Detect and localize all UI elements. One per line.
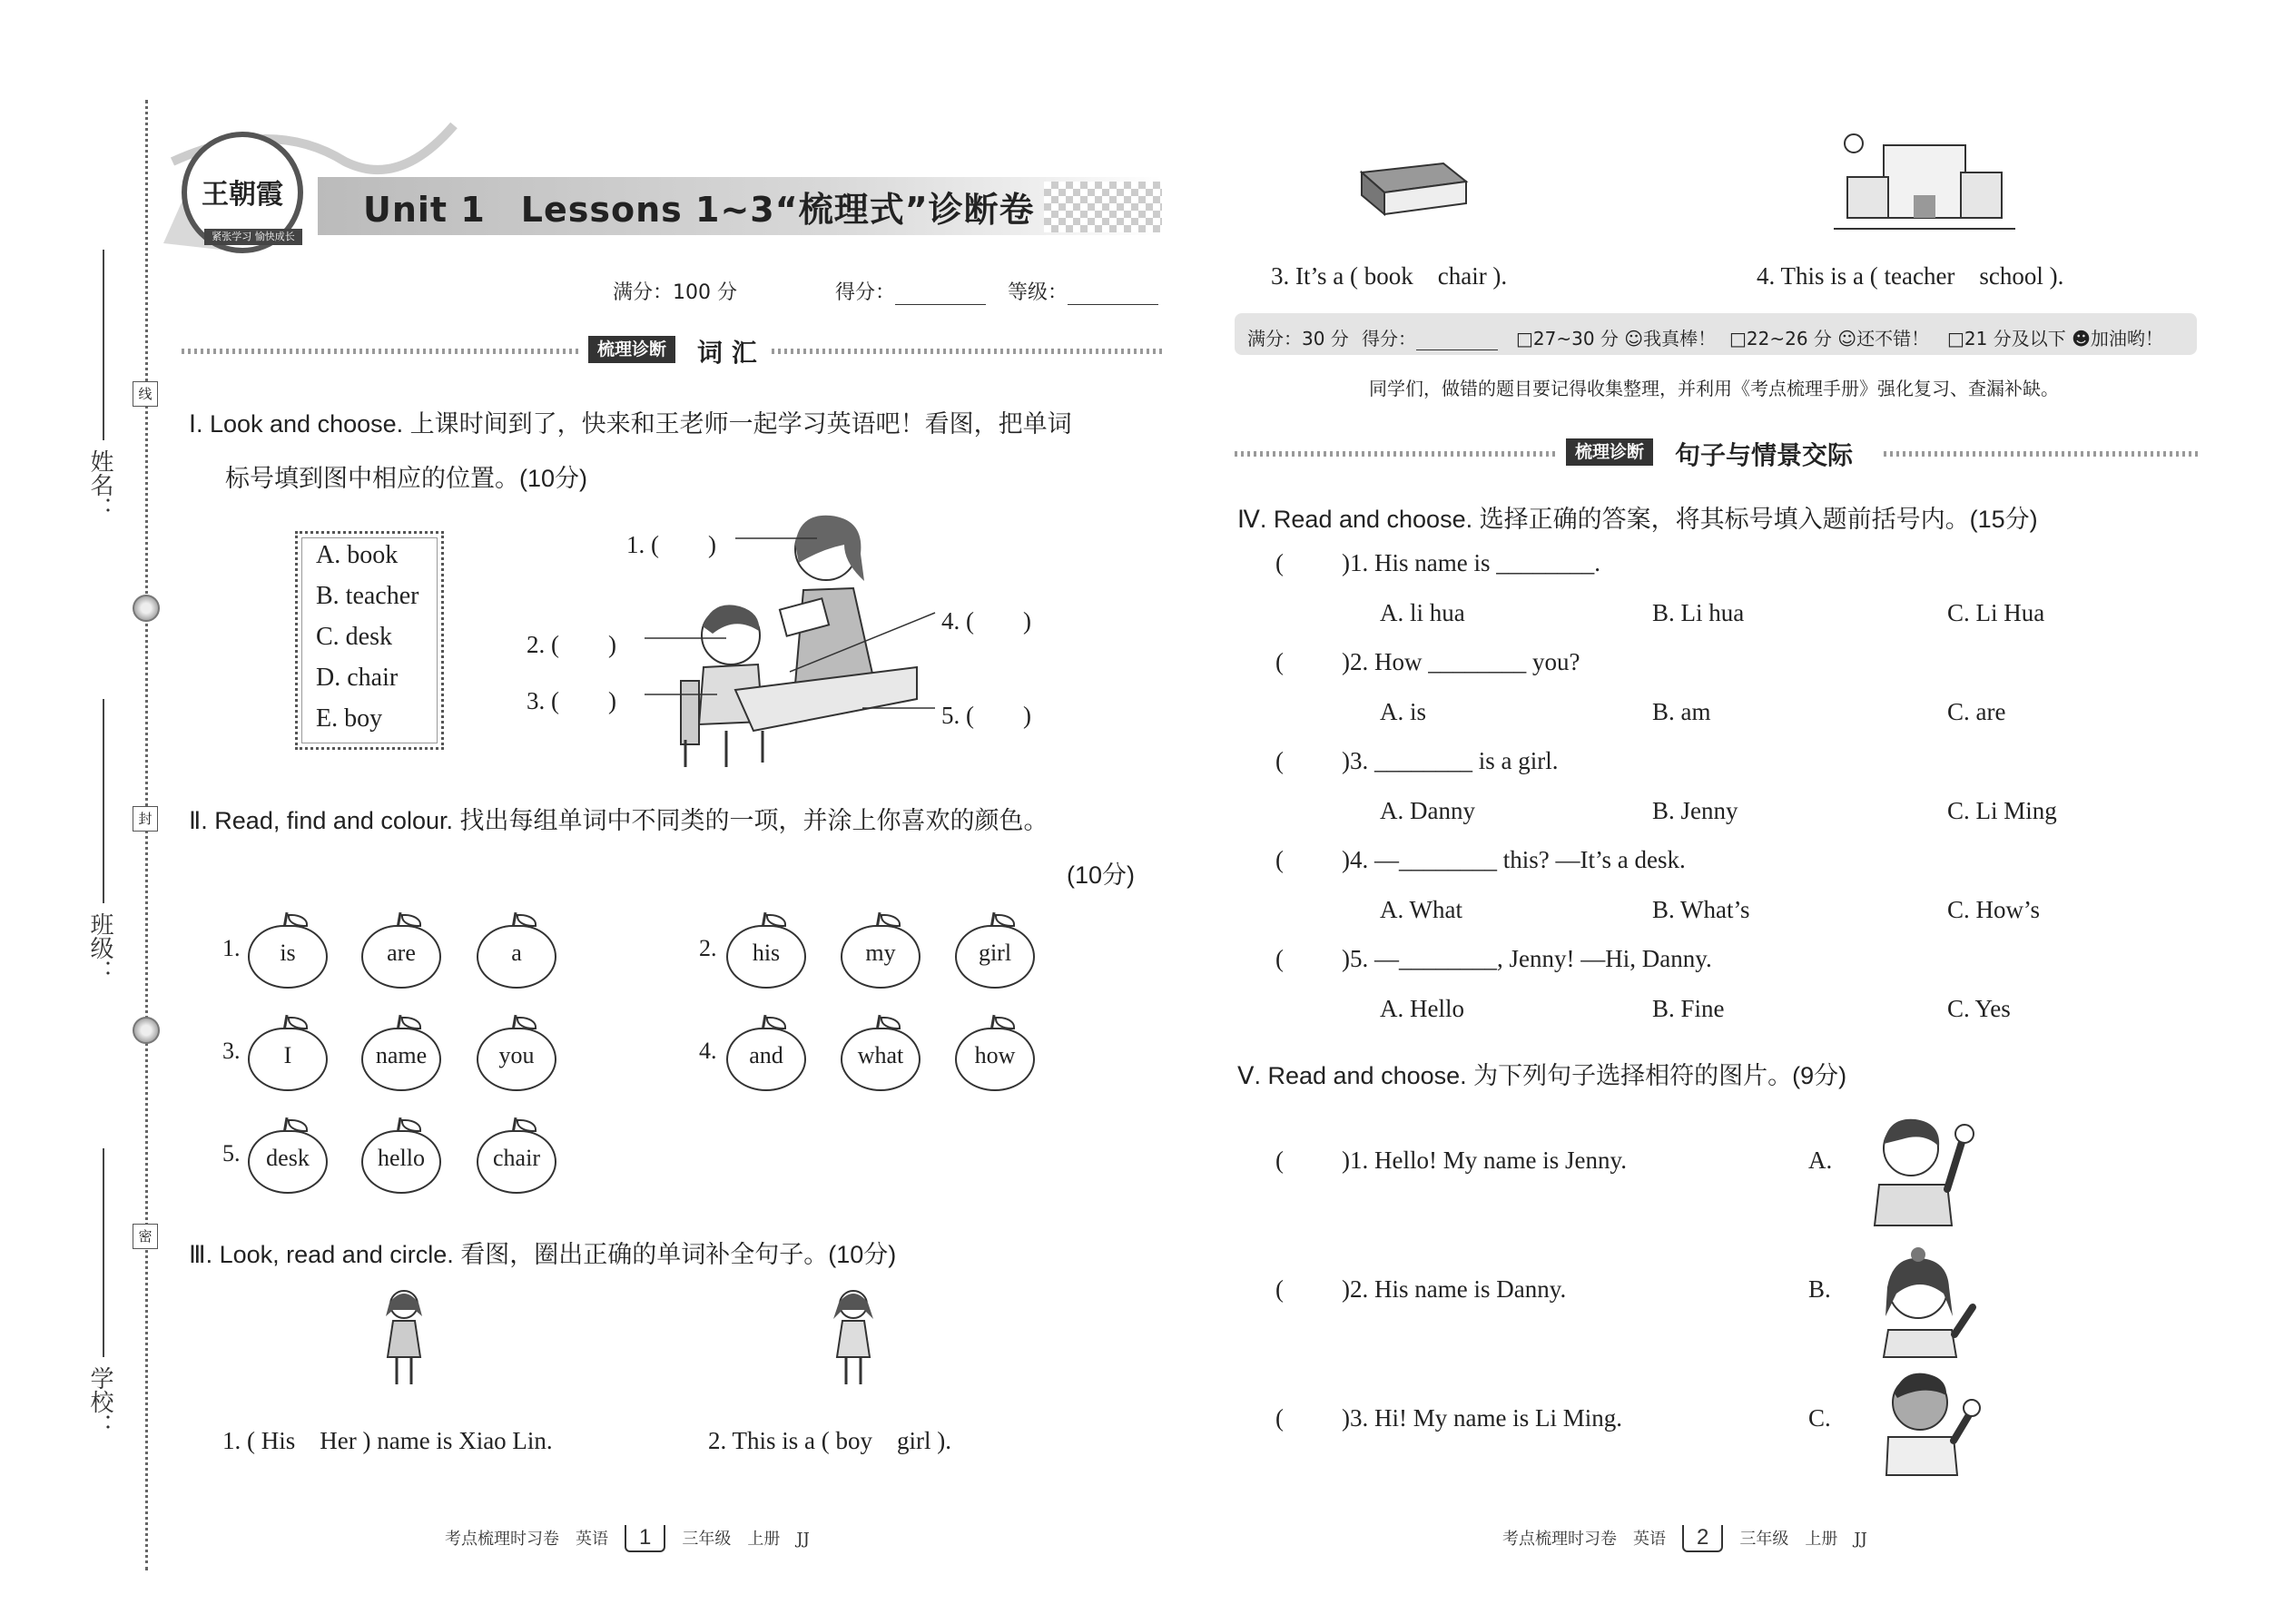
full-score: 满分：100 分 xyxy=(613,281,737,304)
apple-word[interactable] xyxy=(477,912,555,987)
section-tag: 梳理诊断 xyxy=(1566,438,1653,466)
logo-text: 王朝霞 xyxy=(202,179,283,211)
scorebar-range-3[interactable]: □21 分及以下 ☻加油哟！ xyxy=(1947,328,2163,349)
word-option: A. book xyxy=(316,541,399,569)
binding-dotted-line xyxy=(145,100,148,1570)
q5-instruction: Ⅴ. Read and choose. 为下列句子选择相符的图片。(9分) xyxy=(1237,1062,1847,1089)
q4-instruction: Ⅳ. Read and choose. 选择正确的答案，将其标号填入题前括号内。(15分) xyxy=(1237,506,2038,533)
group-number: 3. xyxy=(222,1038,241,1064)
section-header-sentence xyxy=(1235,438,2201,470)
class-field-line[interactable] xyxy=(103,699,104,903)
name-label: 姓名： xyxy=(86,449,113,520)
blank-5[interactable]: 5. ( ) xyxy=(941,702,1031,729)
section-tag: 梳理诊断 xyxy=(588,336,675,363)
apple-word-label: you xyxy=(498,1042,535,1068)
apple-word-label: and xyxy=(749,1042,783,1068)
q3-item-1[interactable]: 1. ( His Her ) name is Xiao Lin. xyxy=(222,1427,553,1454)
class-label: 班级： xyxy=(86,912,113,983)
answer-paren[interactable]: ( xyxy=(1275,1147,1284,1174)
blank-3[interactable]: 3. ( ) xyxy=(527,687,616,714)
q4-option: A. is xyxy=(1380,698,1427,725)
group-number: 5. xyxy=(222,1140,241,1166)
q4-stem-1: )1. His name is ________. xyxy=(1342,549,1600,576)
cheer-icon: ☻ xyxy=(2072,328,2091,349)
apple-word[interactable] xyxy=(841,912,919,987)
apple-word[interactable] xyxy=(248,912,326,987)
section-title: 句子与情景交际 xyxy=(1675,440,1854,470)
q4-option: B. am xyxy=(1652,698,1711,725)
q4-option: B. Jenny xyxy=(1652,797,1738,824)
book-icon xyxy=(1353,154,1471,218)
scorebar-note: 同学们，做错的题目要记得收集整理，并利用《考点梳理手册》强化复习、查漏补缺。 xyxy=(1369,378,2059,399)
q5-stem-3: )3. Hi! My name is Li Ming. xyxy=(1342,1404,1622,1432)
q4-stem-3: )3. ________ is a girl. xyxy=(1342,747,1559,774)
q2-points: (10分) xyxy=(1067,861,1136,889)
apple-word-label: girl xyxy=(978,940,1012,966)
answer-paren[interactable]: ( xyxy=(1275,846,1284,873)
footer-left xyxy=(445,1525,810,1552)
group-number: 2. xyxy=(699,935,717,961)
logo-tag: 紧张学习 愉快成长 xyxy=(204,229,302,245)
word-option: B. teacher xyxy=(316,582,419,610)
q1-instruction: Ⅰ. Look and choose. 上课时间到了，快来和王老师一起学习英语吧！看图，把单词 xyxy=(189,410,1072,438)
q5-letter-b: B. xyxy=(1808,1275,1831,1303)
answer-paren[interactable]: ( xyxy=(1275,747,1284,774)
school-field-line[interactable] xyxy=(103,1148,104,1357)
q4-stem-4: )4. —________ this? —It’s a desk. xyxy=(1342,846,1686,873)
q1-instruction-2: 标号填到图中相应的位置。(10分) xyxy=(225,465,588,492)
q5-letter-a: A. xyxy=(1808,1147,1833,1174)
answer-paren[interactable]: ( xyxy=(1275,549,1284,576)
apple-word[interactable] xyxy=(726,1015,804,1089)
apple-word[interactable] xyxy=(726,912,804,987)
page-title: Unit 1 Lessons 1~3“梳理式”诊断卷 xyxy=(363,190,1035,230)
apple-word-label: are xyxy=(387,940,416,966)
q4-option: A. Danny xyxy=(1380,797,1475,824)
apple-word[interactable] xyxy=(248,1015,326,1089)
score-label: 得分： xyxy=(835,281,896,304)
school-label: 学校： xyxy=(86,1366,113,1437)
smile-icon: ☺ xyxy=(1837,328,1857,349)
grade-label: 等级： xyxy=(1008,281,1068,304)
q3-instruction: Ⅲ. Look, read and circle. 看图，圈出正确的单词补全句子。(10分) xyxy=(189,1241,897,1268)
scorebar-range-1[interactable]: □27~30 分 ☺我真棒！ xyxy=(1516,328,1717,349)
apple-word-label: name xyxy=(375,1042,428,1068)
footer-book: 考点梳理时习卷 英语 xyxy=(1502,1530,1666,1549)
apple-word[interactable] xyxy=(361,1117,439,1192)
smile-icon: ☺ xyxy=(1624,328,1644,349)
apple-word-label: a xyxy=(511,940,522,966)
score-field[interactable] xyxy=(835,277,986,305)
scorebar-score-field[interactable] xyxy=(1362,324,1498,350)
binding-hole-icon xyxy=(133,595,160,622)
q4-option: C. are xyxy=(1947,698,2006,725)
blank-2[interactable]: 2. ( ) xyxy=(527,631,616,658)
q4-option: B. Li hua xyxy=(1652,599,1745,626)
q3-item-4[interactable]: 4. This is a ( teacher school ). xyxy=(1757,262,2064,290)
seal-mark-xian: 线 xyxy=(133,381,158,407)
q4-option: A. Hello xyxy=(1380,995,1464,1022)
answer-paren[interactable]: ( xyxy=(1275,1404,1284,1432)
apple-word-label: chair xyxy=(493,1145,540,1171)
girl-figure-icon xyxy=(377,1284,431,1393)
apple-word-label: how xyxy=(974,1042,1016,1068)
q3-item-3[interactable]: 3. It’s a ( book chair ). xyxy=(1271,262,1508,290)
group-number: 1. xyxy=(222,935,241,961)
word-option: D. chair xyxy=(316,664,399,692)
name-field-line[interactable] xyxy=(103,250,104,440)
q2-instruction: Ⅱ. Read, find and colour. 找出每组单词中不同类的一项，并涂上你喜欢的颜色。 xyxy=(189,807,1049,834)
answer-paren[interactable]: ( xyxy=(1275,945,1284,972)
grade-field[interactable] xyxy=(1008,277,1158,305)
section-title: 词 汇 xyxy=(697,338,757,368)
q5-stem-2: )2. His name is Danny. xyxy=(1342,1275,1567,1303)
school-building-icon xyxy=(1834,127,2015,236)
word-option: E. boy xyxy=(316,704,383,733)
q4-option: A. li hua xyxy=(1380,599,1465,626)
checker-decoration xyxy=(1044,182,1162,232)
footer-right xyxy=(1502,1525,1867,1552)
blank-4[interactable]: 4. ( ) xyxy=(941,607,1031,635)
blank-1[interactable]: 1. ( ) xyxy=(626,531,716,558)
q3-item-2[interactable]: 2. This is a ( boy girl ). xyxy=(708,1427,951,1454)
apple-word-label: desk xyxy=(266,1145,310,1171)
page-number: 1 xyxy=(625,1525,665,1552)
word-option: C. desk xyxy=(316,623,392,651)
apple-word-label: I xyxy=(283,1042,292,1068)
q4-option: C. Li Ming xyxy=(1947,797,2057,824)
apple-word[interactable] xyxy=(841,1015,919,1089)
group-number: 4. xyxy=(699,1038,717,1064)
li-ming-waving-icon xyxy=(1870,1366,1988,1480)
q4-stem-5: )5. —________, Jenny! —Hi, Danny. xyxy=(1342,945,1712,972)
apple-word-label: is xyxy=(280,940,296,966)
apple-word[interactable] xyxy=(955,912,1033,987)
seal-mark-feng: 封 xyxy=(133,806,158,832)
word-box xyxy=(295,531,444,750)
scorebar-full: 满分：30 分 xyxy=(1247,328,1349,349)
apple-word[interactable] xyxy=(361,1015,439,1089)
apple-word[interactable] xyxy=(361,912,439,987)
q4-option: B. Fine xyxy=(1652,995,1725,1022)
apple-word-label: my xyxy=(865,940,896,966)
page-number: 2 xyxy=(1682,1525,1723,1552)
footer-book: 考点梳理时习卷 英语 xyxy=(445,1530,608,1549)
q4-stem-2: )2. How ________ you? xyxy=(1342,648,1580,675)
apple-word-label: hello xyxy=(378,1145,425,1171)
apple-word[interactable] xyxy=(477,1117,555,1192)
boy-waving-icon xyxy=(1861,1112,1979,1225)
q5-letter-c: C. xyxy=(1808,1404,1831,1432)
answer-paren[interactable]: ( xyxy=(1275,1275,1284,1303)
q4-option: A. What xyxy=(1380,896,1462,923)
apple-word[interactable] xyxy=(477,1015,555,1089)
q4-option: C. Yes xyxy=(1947,995,2011,1022)
girl-figure-icon xyxy=(826,1284,881,1393)
scorebar-score-label: 得分： xyxy=(1362,328,1416,349)
apple-word[interactable] xyxy=(955,1015,1033,1089)
seal-mark-mi: 密 xyxy=(133,1224,158,1249)
girl-waving-icon xyxy=(1866,1244,1984,1357)
section-header-vocab xyxy=(182,336,1162,368)
q4-option: C. How’s xyxy=(1947,896,2041,923)
q4-option: B. What’s xyxy=(1652,896,1750,923)
footer-grade: 三年级 上册 JJ xyxy=(682,1530,810,1549)
apple-word[interactable] xyxy=(248,1117,326,1192)
apple-word-label: his xyxy=(752,940,781,966)
binding-hole-icon xyxy=(133,1017,160,1044)
q5-stem-1: )1. Hello! My name is Jenny. xyxy=(1342,1147,1627,1174)
answer-paren[interactable]: ( xyxy=(1275,648,1284,675)
scorebar-range-2[interactable]: □22~26 分 ☺还不错！ xyxy=(1729,328,1930,349)
score-bar xyxy=(1235,313,2197,355)
apple-word-label: what xyxy=(857,1042,904,1068)
footer-grade: 三年级 上册 JJ xyxy=(1739,1530,1867,1549)
q4-option: C. Li Hua xyxy=(1947,599,2045,626)
